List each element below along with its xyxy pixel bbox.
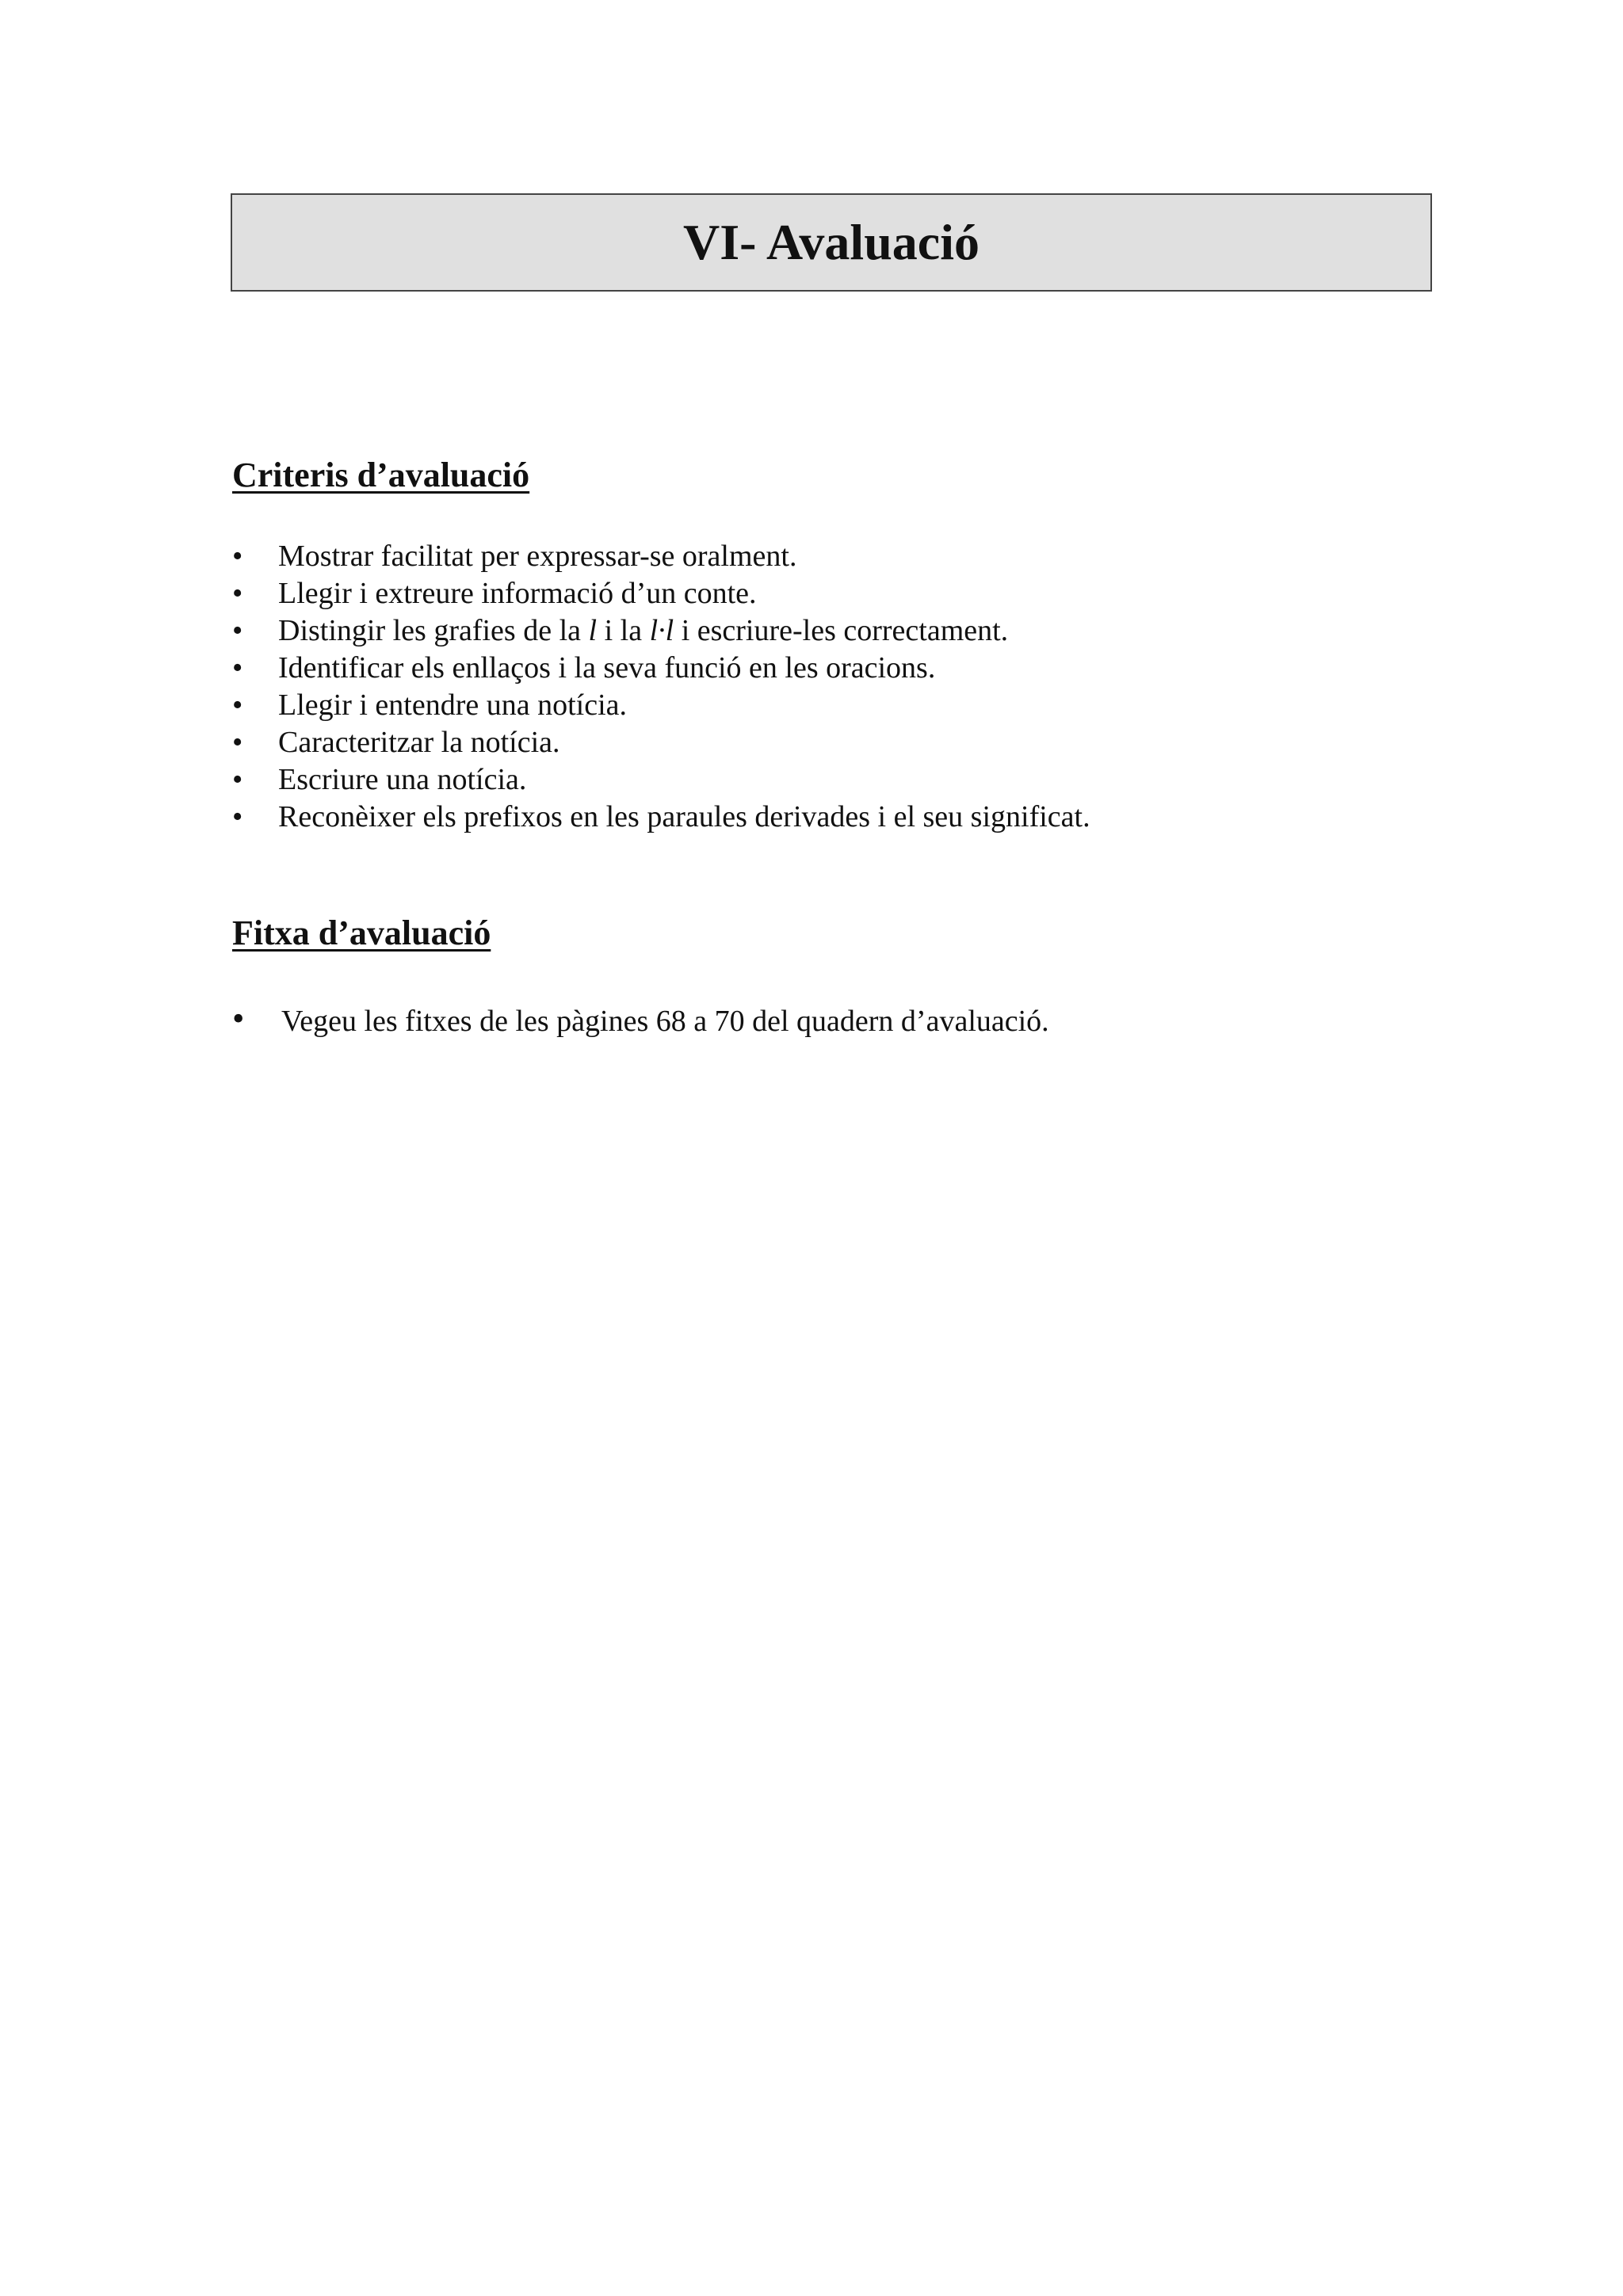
fitxa-list xyxy=(232,1001,1049,1041)
list-item xyxy=(232,612,1090,650)
bullet-icon: • xyxy=(232,800,243,833)
bullet-icon: • xyxy=(232,999,245,1038)
list-item-text: Identificar els enllaços i la seva funció en les oracions. xyxy=(278,651,936,685)
list-item xyxy=(232,761,1090,799)
list-item-text: Caracteritzar la notícia. xyxy=(278,726,560,759)
bullet-icon: • xyxy=(232,540,243,573)
bullet-icon: • xyxy=(232,614,243,647)
bullet-icon: • xyxy=(232,688,243,722)
list-item-text: Reconèixer els prefixos en les paraules derivades i el seu significat. xyxy=(278,800,1090,833)
list-item xyxy=(232,687,1090,724)
list-item xyxy=(232,1001,1049,1041)
title-box xyxy=(231,193,1432,292)
list-item-text: Mostrar facilitat per expressar-se oralment. xyxy=(278,540,797,573)
list-item-italic-letter: l·l xyxy=(649,614,674,647)
list-item-text: Escriure una notícia. xyxy=(278,763,527,796)
list-item-text: Vegeu les fitxes de les pàgines 68 a 70 del quadern d’avaluació. xyxy=(281,1005,1049,1038)
page-title: VI- Avaluació xyxy=(683,214,980,270)
list-item xyxy=(232,538,1090,575)
list-item-text-part: i escriure-les correctament. xyxy=(674,614,1009,647)
list-item xyxy=(232,650,1090,687)
bullet-icon: • xyxy=(232,651,243,685)
list-item-text: Llegir i entendre una notícia. xyxy=(278,688,627,722)
list-item xyxy=(232,724,1090,761)
list-item-text-part: Distingir les grafies de la xyxy=(278,614,589,647)
bullet-icon: • xyxy=(232,763,243,796)
list-item-text-part: i la xyxy=(597,614,650,647)
bullet-icon: • xyxy=(232,726,243,759)
list-item xyxy=(232,575,1090,612)
fitxa-heading: Fitxa d’avaluació xyxy=(232,913,491,952)
list-item-text: Llegir i extreure informació d’un conte. xyxy=(278,577,757,610)
list-item xyxy=(232,799,1090,836)
bullet-icon: • xyxy=(232,577,243,610)
list-item-italic-letter: l xyxy=(588,614,598,647)
criteria-list xyxy=(232,538,1090,836)
criteria-heading: Criteris d’avaluació xyxy=(232,456,530,494)
